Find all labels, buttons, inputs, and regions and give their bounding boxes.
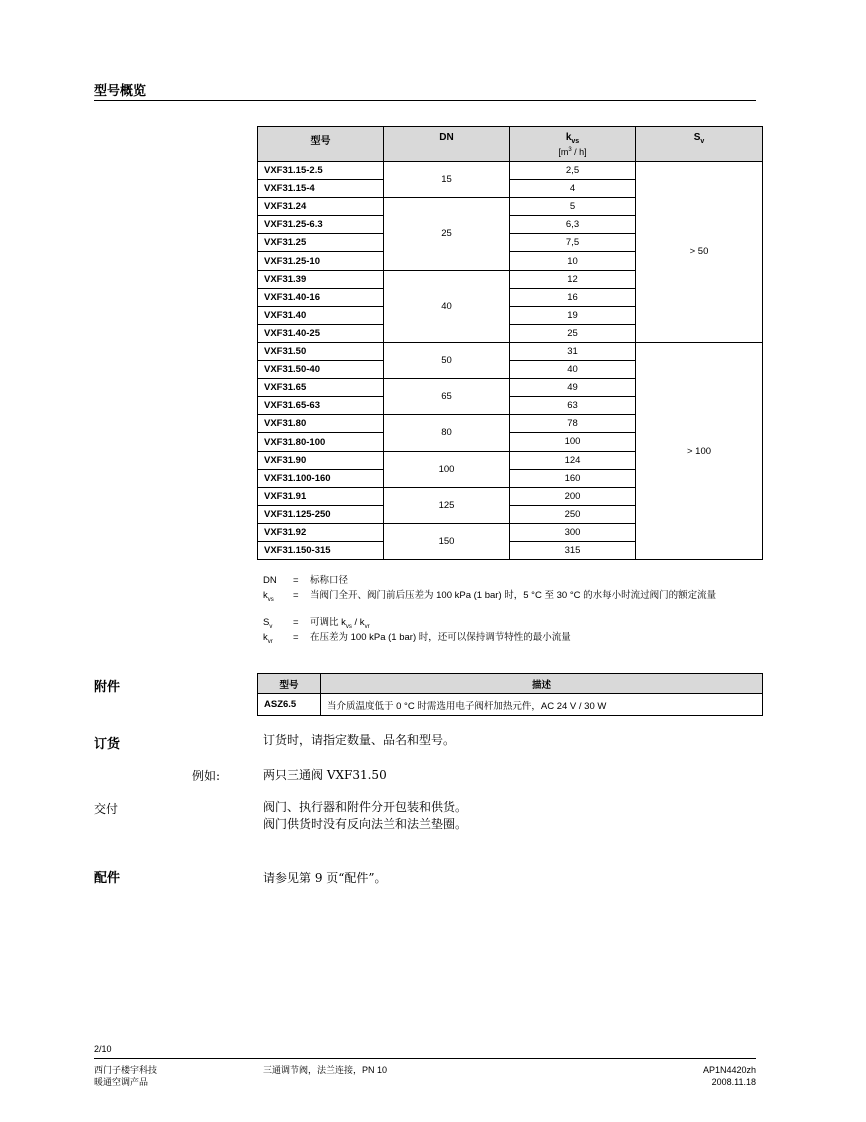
ordering-title: 订货 bbox=[94, 736, 121, 751]
kvs-cell: 63 bbox=[510, 397, 636, 415]
spare-parts-title: 配件 bbox=[94, 870, 121, 885]
acc-header-desc: 描述 bbox=[321, 674, 763, 694]
kvs-cell: 49 bbox=[510, 379, 636, 397]
model-cell: VXF31.65-63 bbox=[258, 397, 384, 415]
model-cell: VXF31.91 bbox=[258, 487, 384, 505]
model-cell: VXF31.15-4 bbox=[258, 180, 384, 198]
model-cell: VXF31.80 bbox=[258, 415, 384, 433]
dn-cell: 100 bbox=[384, 451, 510, 487]
kvs-cell: 200 bbox=[510, 487, 636, 505]
kvs-cell: 100 bbox=[510, 433, 636, 451]
footer-doc-id: AP1N4420zh bbox=[702, 1065, 756, 1075]
ordering-text: 订货时，请指定数量、品名和型号。 bbox=[263, 733, 456, 747]
accessories-title: 附件 bbox=[94, 679, 121, 694]
model-cell: VXF31.25 bbox=[258, 234, 384, 252]
spare-parts-text: 请参见第 9 页“配件”。 bbox=[263, 871, 387, 885]
footer-product: 三通调节阀，法兰连接，PN 10 bbox=[263, 1065, 388, 1075]
legend-row-sv: $S_v$ = 可调比 $k_{vs} / k_{vr}$ bbox=[263, 617, 370, 630]
acc-desc: 当介质温度低于 0 °C 时需选用电子阀杆加热元件，AC 24 V / 30 W bbox=[321, 694, 763, 716]
delivery-line-2: 阀门供货时没有反向法兰和法兰垫圈。 bbox=[263, 817, 468, 831]
header-kvs: $k_{vs}$ $[m^3 / h]$ bbox=[510, 127, 636, 162]
footer-company-2: 暖通空调产品 bbox=[94, 1077, 149, 1087]
legend-row-dn: DN = 标称口径 bbox=[263, 575, 349, 586]
model-cell: VXF31.92 bbox=[258, 523, 384, 541]
kvs-cell: 25 bbox=[510, 324, 636, 342]
table-row bbox=[258, 162, 763, 180]
accessories-header-row bbox=[258, 674, 763, 694]
table-header-row bbox=[258, 127, 763, 162]
kvs-cell: 40 bbox=[510, 361, 636, 379]
kvs-cell: 4 bbox=[510, 180, 636, 198]
model-cell: VXF31.40-25 bbox=[258, 324, 384, 342]
header-dn: DN bbox=[384, 127, 510, 162]
kvs-cell: 315 bbox=[510, 541, 636, 559]
kvs-cell: 5 bbox=[510, 198, 636, 216]
kvs-cell: 12 bbox=[510, 270, 636, 288]
kvs-cell: 160 bbox=[510, 469, 636, 487]
footer-rule bbox=[94, 1058, 756, 1059]
dn-cell: 80 bbox=[384, 415, 510, 451]
model-cell: VXF31.125-250 bbox=[258, 505, 384, 523]
model-cell: VXF31.25-10 bbox=[258, 252, 384, 270]
dn-cell: 25 bbox=[384, 198, 510, 270]
page-number: 2/10 bbox=[94, 1044, 112, 1054]
model-cell: VXF31.80-100 bbox=[258, 433, 384, 451]
model-cell: VXF31.40-16 bbox=[258, 288, 384, 306]
footer-company-1: 西门子楼宇科技 bbox=[94, 1065, 158, 1075]
kvs-cell: 78 bbox=[510, 415, 636, 433]
page-title: 型号概览 bbox=[94, 83, 147, 98]
kvs-cell: 6,3 bbox=[510, 216, 636, 234]
acc-model: ASZ6.5 bbox=[258, 694, 321, 716]
model-cell: VXF31.15-2.5 bbox=[258, 162, 384, 180]
kvs-cell: 31 bbox=[510, 342, 636, 360]
kvs-cell: 7,5 bbox=[510, 234, 636, 252]
model-cell: VXF31.100-160 bbox=[258, 469, 384, 487]
table-row bbox=[258, 694, 763, 716]
acc-header-model: 型号 bbox=[258, 674, 321, 694]
model-cell: VXF31.50 bbox=[258, 342, 384, 360]
kvs-cell: 10 bbox=[510, 252, 636, 270]
kvs-unit: $[m^3 / h]$ bbox=[558, 147, 587, 157]
header-rule bbox=[94, 100, 756, 101]
header-model: 型号 bbox=[258, 127, 384, 162]
kvs-cell: 2,5 bbox=[510, 162, 636, 180]
model-cell: VXF31.50-40 bbox=[258, 361, 384, 379]
sv-cell: > 100 bbox=[636, 342, 763, 559]
kvs-cell: 124 bbox=[510, 451, 636, 469]
table-row bbox=[258, 342, 763, 360]
model-cell: VXF31.90 bbox=[258, 451, 384, 469]
kvs-cell: 19 bbox=[510, 306, 636, 324]
model-cell: VXF31.150-315 bbox=[258, 541, 384, 559]
sv-cell: > 50 bbox=[636, 162, 763, 343]
example-text: 两只三通阀 VXF31.50 bbox=[263, 768, 387, 782]
dn-cell: 65 bbox=[384, 379, 510, 415]
model-cell: VXF31.24 bbox=[258, 198, 384, 216]
header-sv: $S_v$ bbox=[636, 127, 763, 162]
kvs-cell: 16 bbox=[510, 288, 636, 306]
model-cell: VXF31.25-6.3 bbox=[258, 216, 384, 234]
footer-date: 2008.11.18 bbox=[711, 1077, 756, 1087]
legend-row-kvs: $k_{vs}$ = 当阀门全开、阀门前后压差为 100 kPa (1 bar) 时，5 °C 至 30 °C 的水每小时流过阀门的额定流量 bbox=[263, 590, 717, 603]
dn-cell: 40 bbox=[384, 270, 510, 342]
example-label: 例如: bbox=[192, 769, 221, 783]
delivery-line-1: 阀门、执行器和附件分开包装和供货。 bbox=[263, 800, 468, 814]
kvs-cell: 300 bbox=[510, 523, 636, 541]
model-cell: VXF31.40 bbox=[258, 306, 384, 324]
legend-row-kvr: $k_{vr}$ = 在压差为 100 kPa (1 bar) 时，还可以保持调节特性的最小流量 bbox=[263, 632, 571, 645]
type-overview-table bbox=[257, 126, 763, 560]
dn-cell: 125 bbox=[384, 487, 510, 523]
dn-cell: 15 bbox=[384, 162, 510, 198]
dn-cell: 150 bbox=[384, 523, 510, 559]
accessories-table bbox=[257, 673, 763, 716]
model-cell: VXF31.39 bbox=[258, 270, 384, 288]
dn-cell: 50 bbox=[384, 342, 510, 378]
kvs-cell: 250 bbox=[510, 505, 636, 523]
delivery-title: 交付 bbox=[94, 802, 119, 816]
model-cell: VXF31.65 bbox=[258, 379, 384, 397]
